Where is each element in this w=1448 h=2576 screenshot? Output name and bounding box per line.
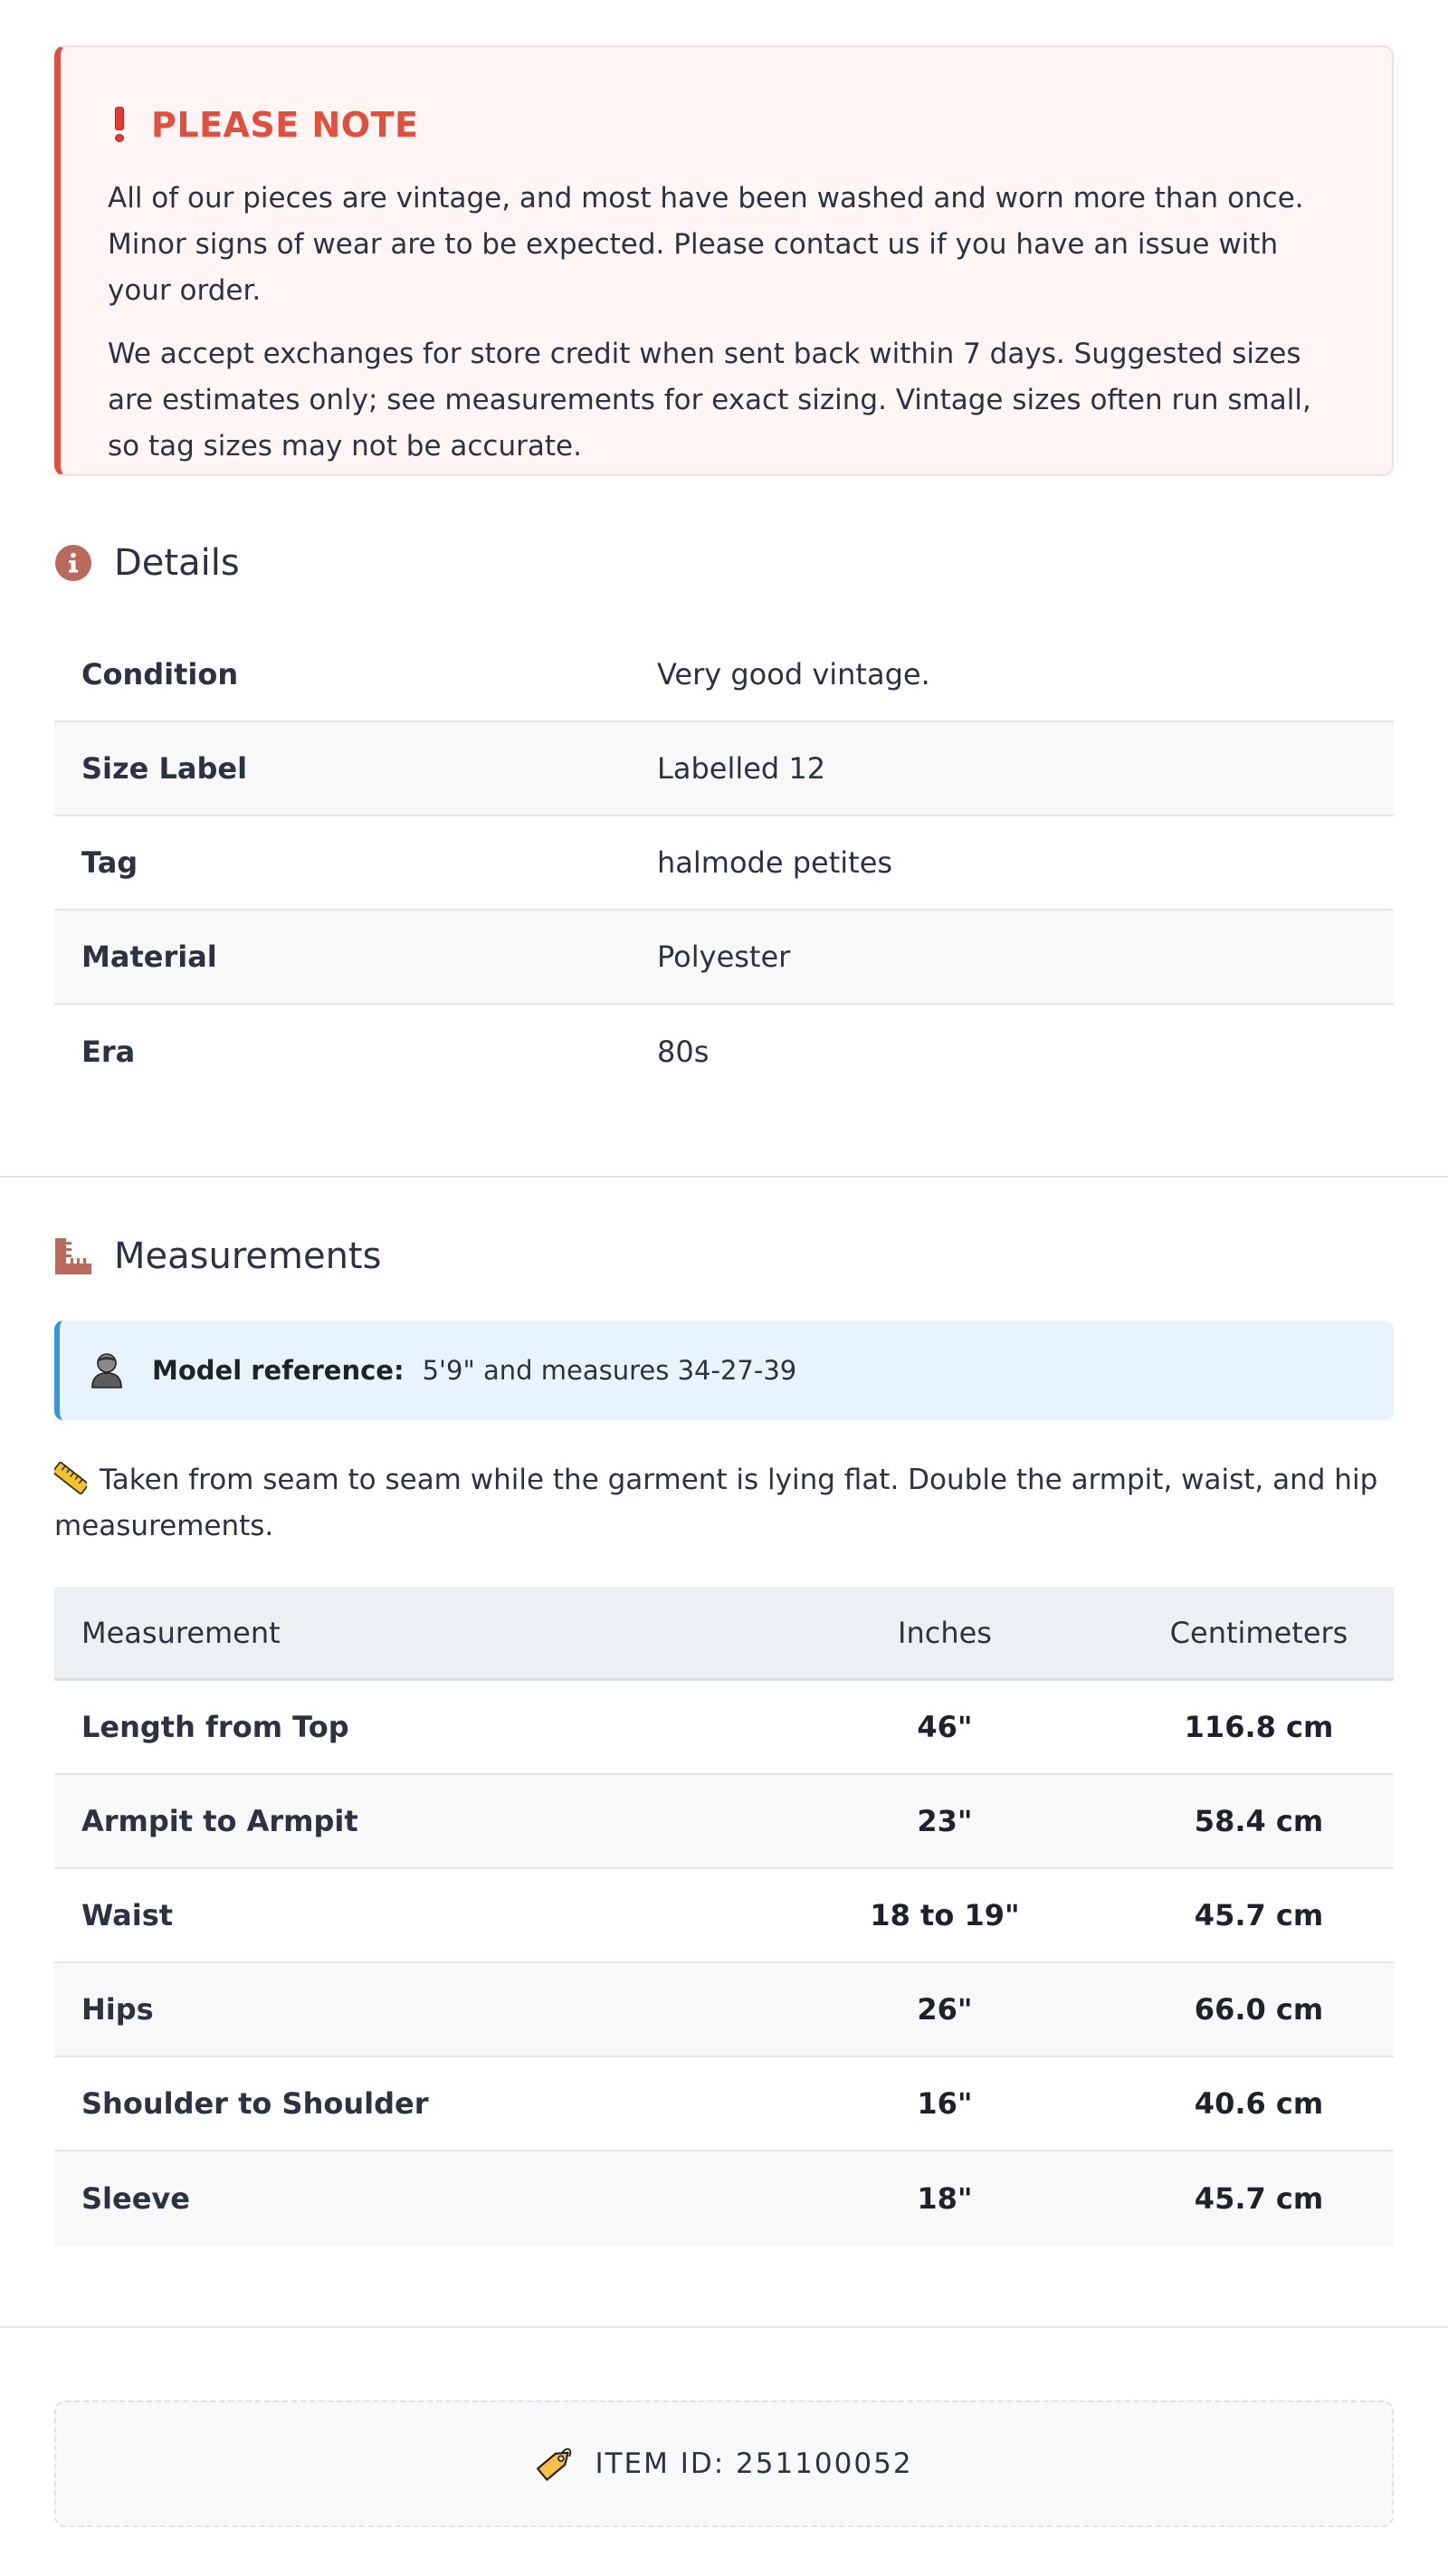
detail-value: Very good vintage. [657,657,930,692]
pencil-ruler-icon [54,1462,87,1494]
measurement-note-text: Taken from seam to seam while the garment is lying flat. Double the armpit, waist, and hip measurements. [54,1464,1378,1542]
measurement-cm: 116.8 cm [1184,1710,1334,1744]
section-divider [0,1176,1448,1178]
table-row [54,1963,1394,2057]
notice-paragraph-1: All of our pieces are vintage, and most have been washed and worn more than once. Minor signs of wear are to be expected. Please contact us if you have an issue with your order. [108,182,1304,307]
notice-paragraph-2: We accept exchanges for store credit when sent back within 7 days. Suggested sizes are estimates only; see measurements for exact sizing. Vintage sizes often run small, so tag sizes may not be accurate. [108,338,1311,463]
model-reference-label: Model reference: [152,1355,405,1386]
measurement-name: Sleeve [81,2181,190,2216]
table-row [54,1775,1394,1869]
table-row [54,816,1394,911]
section-divider [0,2326,1448,2328]
table-row [54,1869,1394,1963]
detail-value: Polyester [657,940,791,974]
measurements-table [54,1587,1394,2246]
measurement-name: Hips [81,1992,154,2027]
details-title: Details [114,542,240,584]
table-row [54,1681,1394,1775]
detail-value: Labelled 12 [657,751,826,786]
tag-icon [535,2444,575,2484]
measurement-inches: 23" [917,1804,973,1838]
table-header [54,1587,1394,1681]
measurement-name: Length from Top [81,1710,349,1744]
table-row [54,2151,1394,2246]
exclamation-icon [113,107,126,143]
info-icon [54,544,92,582]
model-reference-box [54,1321,1394,1420]
ruler-icon [54,1237,92,1275]
measurement-name: Shoulder to Shoulder [81,2086,429,2121]
column-header-inches: Inches [898,1615,992,1650]
item-id-box [54,2400,1394,2527]
notice-title: PLEASE NOTE [151,105,419,145]
detail-label: Material [81,940,217,974]
details-table [54,628,1394,1099]
measurement-cm: 58.4 cm [1194,1804,1324,1838]
column-header-measurement: Measurement [81,1615,281,1650]
measurement-inches: 16" [917,2086,973,2121]
measurement-cm: 40.6 cm [1194,2086,1324,2121]
detail-value: halmode petites [657,845,893,880]
table-row [54,911,1394,1005]
measurements-title: Measurements [114,1236,382,1277]
details-header [54,536,240,590]
person-icon [90,1352,123,1388]
measurement-inches: 18" [917,2181,973,2216]
table-row [54,2057,1394,2151]
measurement-note [54,1457,1394,1550]
detail-value: 80s [657,1035,710,1069]
detail-label: Size Label [81,751,248,786]
measurement-name: Waist [81,1898,174,1932]
measurement-name: Armpit to Armpit [81,1804,358,1838]
notice-header [108,101,1347,148]
detail-label: Tag [81,845,138,880]
item-id-text: ITEM ID: 251100052 [595,2447,913,2480]
measurement-inches: 46" [917,1710,973,1744]
table-row [54,722,1394,816]
table-row [54,1005,1394,1099]
measurement-cm: 45.7 cm [1194,1898,1324,1932]
detail-label: Era [81,1035,136,1069]
measurement-inches: 26" [917,1992,973,2027]
model-reference-value: 5'9" and measures 34-27-39 [422,1355,797,1386]
measurements-header [54,1229,381,1283]
measurement-cm: 66.0 cm [1194,1992,1324,2027]
measurement-inches: 18 to 19" [870,1898,1020,1932]
detail-label: Condition [81,657,239,692]
notice-box [54,45,1394,476]
table-row [54,628,1394,722]
measurement-cm: 45.7 cm [1194,2181,1324,2216]
column-header-centimeters: Centimeters [1169,1615,1348,1650]
table-body [54,1681,1394,2246]
